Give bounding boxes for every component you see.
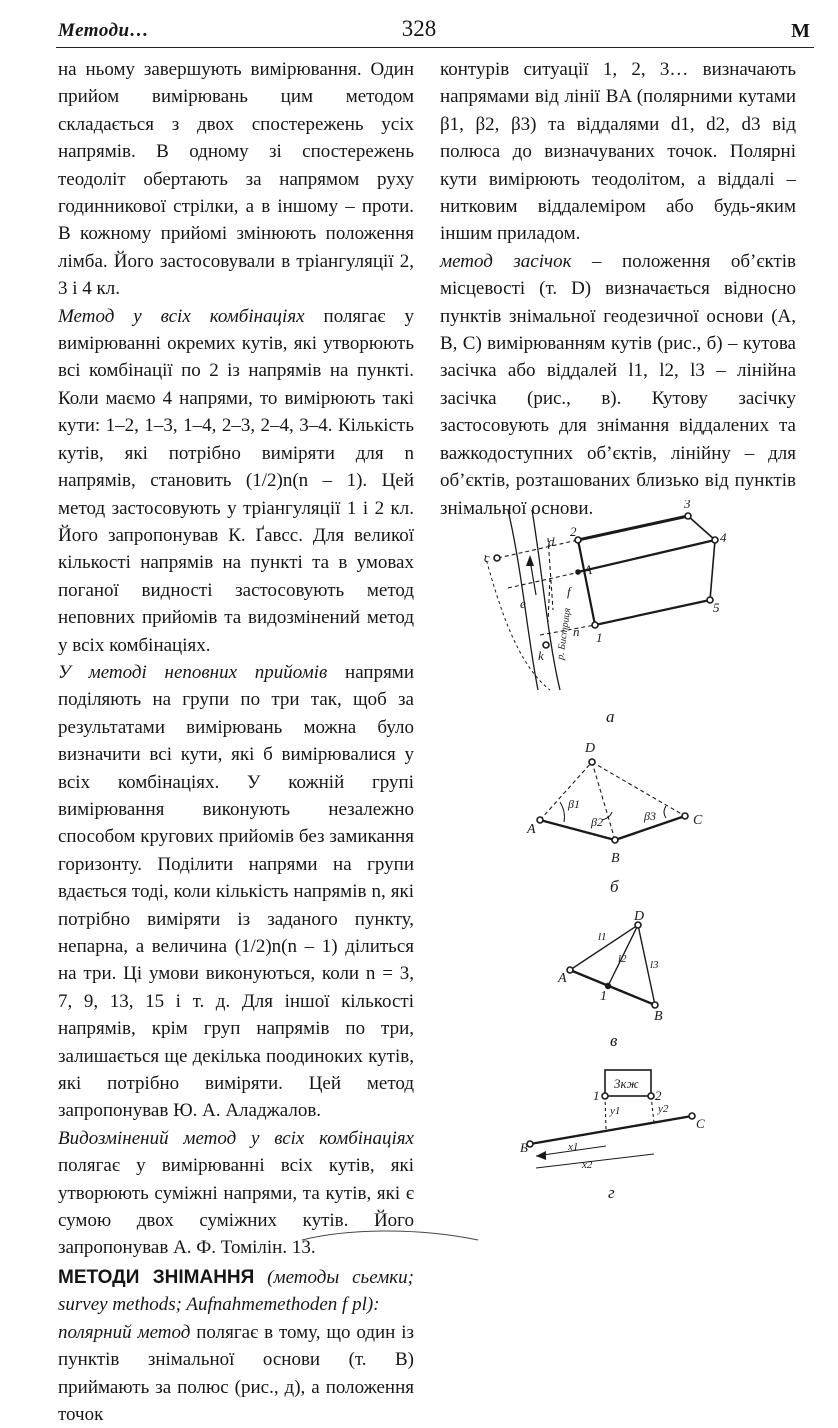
footer-flourish (300, 1226, 480, 1246)
point-label: f (567, 584, 571, 599)
entry-translations: (методы сьемки; survey methods; Aufnahmemethoden f pl): (58, 1266, 414, 1316)
paragraph-text: полягає у вимірюванні окремих кутів, які утворюють всі комбінації по 2 із напрямів на пункті. Коли маємо 4 напрями, то вимірюють такі кути: 1–2, 1–3, 1–4, 2–3, 2–4, 3–4. Кількість кутів, які потрібно виміряти для n напрямів, становить (1/2)n(n – 1). Цей метод застосовують у тріангуляції 1 і 2 кл. Його запропонував К. Ґавсс. Для великої кількості напрямів на пункті та в умовах поганої видності застосовують метод неповних прийомів та видозмінений метод у всіх комбінаціях. (58, 305, 414, 656)
point-label: A (584, 562, 592, 577)
term: У методі неповних прийомів (58, 661, 328, 683)
point-label: c (484, 550, 490, 565)
point-label: B (654, 1009, 663, 1024)
point-label: A (527, 822, 536, 837)
point-label: 3 (684, 500, 691, 511)
point-label: 1 (593, 1088, 600, 1103)
entry (58, 1264, 414, 1319)
paragraph-text: полягає в тому, що один із пунктів знімальної основи (т. B) приймають за полюс (рис., д), а положення точок (58, 1321, 414, 1425)
figure-v-diagram (567, 922, 658, 1008)
figure-g-labels (520, 1076, 705, 1171)
offset-label: y1 (610, 1105, 621, 1117)
term: полярний метод (58, 1321, 191, 1343)
distance-label: l1 (598, 931, 607, 943)
angle-label: β2 (591, 815, 603, 829)
point-label: C (696, 1116, 705, 1131)
entry-headword: МЕТОДИ ЗНІМАННЯ (58, 1266, 255, 1288)
offset-label: y2 (658, 1103, 669, 1115)
page-number: 328 (401, 16, 437, 41)
figure-b-labels (526, 741, 703, 866)
distance-label: l2 (618, 953, 627, 965)
abscissa-label: x2 (582, 1159, 593, 1171)
river-label: р. Бистриця (555, 607, 574, 661)
paragraph-text: – положення об’єктів місцевості (т. D) визначається відносно пунктів знімальної геодезичної основи (A, B, C) вимірюванням кутів (рис., б) – кутова засічка або віддалей l1, l2, l3 – лінійна засічка (рис., в). Кутову засічку застосовують для знімання віддалених та важкодоступних об’єктів, лінійну – для об’єктів, розташованих близько від пунктів знімальної основи. (440, 250, 797, 519)
point-label: k (538, 648, 544, 663)
paragraph: на ньому завершують вимірювання. Один прийом вимірювань цим методом складається з двох спостережень усіх напрямів. В одному зі спостережень теодоліт обертають за напрямом руху годинникової стрілки, а в іншому – проти. В кожному прийомі змінюють положення лімба. Його застосовували в тріангуляції 2, 3 і 4 кл. (58, 59, 414, 300)
point-label: 4 (720, 530, 727, 545)
figure-g-caption: г (608, 1183, 615, 1200)
point-label: n (573, 624, 580, 639)
figure-b-caption: б (610, 877, 619, 896)
paragraph (58, 659, 414, 1125)
figure-a-labels (484, 500, 727, 663)
survey-figures (430, 500, 830, 1200)
angle-label: β1 (568, 797, 580, 811)
abscissa-label: x1 (568, 1141, 579, 1153)
term: Метод у всіх комбінаціях (58, 305, 305, 327)
term: метод засічок (440, 250, 572, 272)
paragraph (440, 248, 796, 522)
point-label: e (520, 596, 526, 611)
angle-label: β3 (644, 809, 656, 823)
running-head-left: Методи… (58, 20, 150, 41)
point-label: A (558, 971, 567, 986)
paragraph: контурів ситуації 1, 2, 3… визначають напрямами від лінії BA (полярними кутами β1, β2, β3) та віддалями d1, d2, d3 від полюса до визначуваних точок. Полярні кути вимірюють теодолітом, а віддалі – нитковим віддалеміром або будь-яким іншим приладом. (440, 59, 796, 245)
distance-label: l3 (650, 959, 659, 971)
point-label: B (520, 1140, 528, 1155)
paragraph (58, 303, 414, 659)
header-rule (56, 47, 814, 48)
point-label: d (548, 534, 555, 549)
point-label: D (585, 741, 596, 756)
term: Видозмінений метод у всіх комбінаціях (58, 1127, 414, 1149)
point-label: 2 (570, 524, 577, 539)
left-column (58, 56, 414, 1428)
point-label: D (634, 909, 645, 924)
paragraph-text: напрями поділяють на групи по три так, щоб за результатами вимірювань можна було визначити всі кути, які б вимірювалися у всіх комбінаціях. У кожній групі вимірювання виконують незалежно способом кругових прийомів без замикання горизонту. Поділити напрями на групи вдається тоді, коли кількість напрямів n, які потрібно виміряти із заданого пункту, непарна, а величина (1/2)n(n – 1) ділиться на три. Ці умови виконуються, коли n = 3, 7, 9, 13, 15 і т. д. Для іншої кількості напрямів, крім груп напрямів по три, залишається ще декілька поодиноких кутів, які потрібно виміряти. Цей метод запропонував Ю. А. Аладжалов. (58, 661, 414, 1122)
figure-g-diagram (527, 1070, 695, 1168)
point-label: 2 (655, 1088, 662, 1103)
figure-b-diagram (537, 759, 688, 843)
point-label: 1 (596, 630, 603, 645)
building-label: 3кж (614, 1076, 639, 1091)
paragraph (58, 1319, 414, 1428)
figure-a-caption: а (606, 707, 615, 726)
point-label: B (611, 851, 620, 866)
point-label: 1 (600, 989, 607, 1004)
running-head-right: М (791, 20, 810, 42)
right-column (440, 56, 796, 522)
paragraph-text: полягає у вимірюванні всіх кутів, які утворюють суміжні напрями, та кутів, які є сумою двох суміжних кутів. Його запропонував А. Ф. Томілін. 13. (58, 1155, 414, 1259)
figure-v-caption: в (610, 1031, 618, 1050)
point-label: C (693, 813, 703, 828)
point-label: 5 (713, 600, 720, 615)
